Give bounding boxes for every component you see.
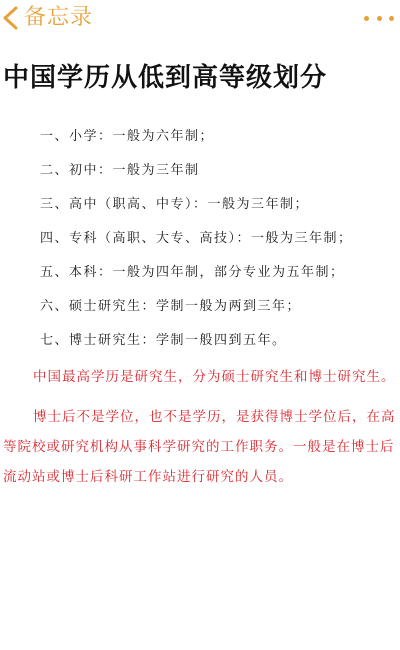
- list-item: 四、专科（高职、大专、高技）：一般为三年制；: [40, 231, 353, 246]
- note-paragraph: 博士后不是学位，也不是学历，是获得博士学位后，在高等院校或研究机构从事科学研究的工作职务。一般是在博士后流动站或博士后科研工作站进行研究的人员。: [3, 409, 396, 485]
- list-item: 七、博士研究生：学制一般四到五年。: [40, 333, 287, 348]
- list-item: 五、本科：一般为四年制，部分专业为五年制；: [40, 265, 345, 280]
- more-dot: [377, 16, 382, 21]
- chevron-left-icon: [0, 3, 22, 33]
- education-level-list: [40, 120, 395, 358]
- list-item: 一、小学：一般为六年制；: [40, 129, 215, 144]
- more-dot: [389, 16, 394, 21]
- more-button[interactable]: [364, 8, 394, 28]
- note-paragraph: 中国最高学历是研究生，分为硕士研究生和博士研究生。: [33, 369, 396, 385]
- more-dot: [364, 16, 369, 21]
- note-title: 中国学历从低到高等级划分: [3, 63, 328, 93]
- back-button[interactable]: [0, 2, 93, 34]
- list-item: 六、硕士研究生：学制一般为两到三年；: [40, 299, 302, 314]
- notes-section: [3, 362, 397, 502]
- back-label: 备忘录: [24, 5, 94, 30]
- list-item: 二、初中：一般为三年制: [40, 163, 200, 178]
- nav-bar: [0, 0, 400, 36]
- list-item: 三、高中（职高、中专）：一般为三年制；: [40, 197, 310, 212]
